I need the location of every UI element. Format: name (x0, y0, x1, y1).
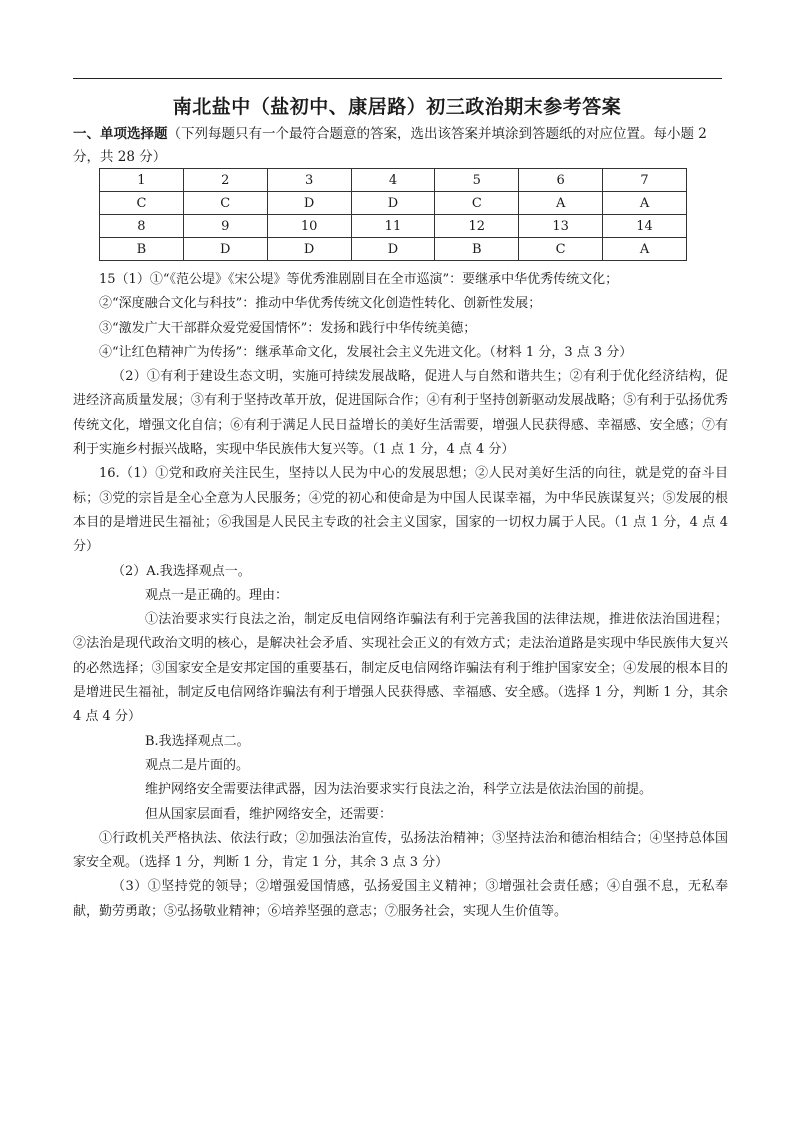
table-cell: A (519, 192, 603, 215)
answer-table (99, 168, 687, 261)
answer-16-2-option-b: B.我选择观点二。 (145, 733, 250, 749)
table-row (100, 192, 687, 215)
table-cell: C (519, 238, 603, 261)
table-cell: 3 (267, 169, 351, 192)
table-cell: D (351, 192, 435, 215)
table-cell: 5 (435, 169, 519, 192)
answer-body (73, 268, 728, 924)
table-cell: D (351, 238, 435, 261)
table-cell: A (603, 192, 687, 215)
table-cell: 2 (183, 169, 267, 192)
table-cell: C (183, 192, 267, 215)
answer-16-2-view-two-however: 但从国家层面看，维护网络安全，还需要： (145, 806, 393, 822)
table-cell: C (100, 192, 184, 215)
table-cell: B (435, 238, 519, 261)
answer-16-2-view-one-reasons: ①法治要求实行良法之治，制定反电信网络诈骗法有利于完善我国的法律法规，推进依法治国进程；②法治是现代政治文明的核心，是解决社会矛盾、实现社会正义的有效方式；走法治道路是实现中华民族伟大复兴的必然选择；③国家安全是安邦定国的重要基石，制定反电信网络诈骗法有利于维护国家安全；④发展的根本目的是增进民生福祉，制定反电信网络诈骗法有利于增强人民获得感、幸福感、安全感。（选择 1 分，判断 1 分，其余 4 点 4 分） (73, 612, 728, 725)
answer-16-2-view-two-measures: ①行政机关严格执法、依法行政；②加强法治宣传，弘扬法治精神；③坚持法治和德治相结合；④坚持总体国家安全观。（选择 1 分，判断 1 分，肯定 1 分，其余 3 点 3 分） (73, 830, 728, 871)
answer-16-1: 16.（1）①党和政府关注民生，坚持以人民为中心的发展思想；②人民对美好生活的向往，就是党的奋斗目标；③党的宗旨是全心全意为人民服务；④党的初心和使命是为中国人民谋幸福，为中华民族谋复兴；⑤发展的根本目的是增进民生福祉；⑥我国是人民民主专政的社会主义国家，国家的一切权力属于人民。（1 点 1 分，4 点 4 分） (73, 466, 728, 555)
table-cell: D (183, 238, 267, 261)
table-cell: 10 (267, 215, 351, 238)
table-cell: 14 (603, 215, 687, 238)
section-heading: 一、单项选择题 (73, 126, 168, 142)
section-single-choice (73, 123, 728, 169)
table-cell: 8 (100, 215, 184, 238)
table-cell: D (267, 238, 351, 261)
table-cell: 1 (100, 169, 184, 192)
answer-16-2-view-one-judgement: 观点一是正确的。理由： (145, 587, 289, 603)
answer-16-2-view-two-affirm: 维护网络安全需要法律武器，因为法治要求实行良法之治，科学立法是依法治国的前提。 (145, 782, 653, 798)
answer-15-2: （2）①有利于建设生态文明，实施可持续发展战略，促进人与自然和谐共生；②有利于优化经济结构，促进经济高质量发展；③有利于坚持改革开放，促进国际合作；④有利于坚持创新驱动发展战略；⑤有利于弘扬优秀传统文化，增强文化自信；⑥有利于满足人民日益增长的美好生活需要，增强人民获得感、幸福感、安全感；⑦有利于实施乡村振兴战略，实现中华民族伟大复兴等。（1 点 1 分，4 点 4 分） (73, 369, 728, 458)
table-cell: 7 (603, 169, 687, 192)
header-rule (73, 78, 722, 79)
table-row (100, 238, 687, 261)
table-cell: 11 (351, 215, 435, 238)
table-cell: C (435, 192, 519, 215)
table-row (100, 169, 687, 192)
answer-16-2-view-two-judgement: 观点二是片面的。 (145, 757, 250, 773)
table-row (100, 215, 687, 238)
page-title: 南北盐中（盐初中、康居路）初三政治期末参考答案 (172, 96, 622, 118)
table-cell: 6 (519, 169, 603, 192)
table-cell: 4 (351, 169, 435, 192)
section-instruction: （下列每题只有一个最符合题意的答案，选出该答案并填涂到答题纸的对应位置。每小题 2 分，共 28 分） (73, 126, 707, 165)
table-cell: 12 (435, 215, 519, 238)
answer-15-1-item-1: 15（1）①“《范公堤》《宋公堤》等优秀淮剧剧目在全市巡演”：要继承中华优秀传统文化； (99, 272, 619, 287)
table-cell: A (603, 238, 687, 261)
answer-15-1-item-2: ②“深度融合文化与科技”：推动中华优秀传统文化创造性转化、创新性发展； (99, 296, 542, 312)
answer-16-2-option-a: （2）A.我选择观点一。 (112, 563, 251, 579)
table-cell: D (267, 192, 351, 215)
answer-15-1-item-4: ④“让红色精神广为传扬”：继承革命文化，发展社会主义先进文化。（材料 1 分，3 点 3 分） (99, 344, 633, 360)
table-cell: 9 (183, 215, 267, 238)
answer-16-3: （3）①坚持党的领导；②增强爱国情感，弘扬爱国主义精神；③增强社会责任感；④自强不息，无私奉献，勤劳勇敢；⑤弘扬敬业精神；⑥培养坚强的意志；⑦服务社会，实现人生价值等。 (73, 879, 728, 919)
table-cell: B (100, 238, 184, 261)
answer-15-1-item-3: ③“激发广大干部群众爱党爱国情怀”：发扬和践行中华传统美德； (99, 320, 477, 336)
table-cell: 13 (519, 215, 603, 238)
